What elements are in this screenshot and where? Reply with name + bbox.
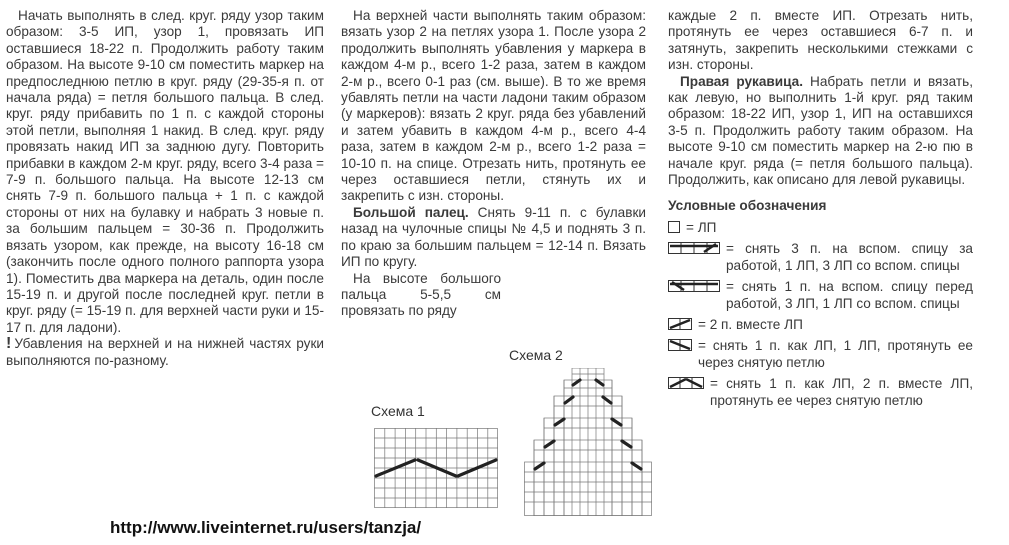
- scheme-2-label: Схема 2: [509, 347, 563, 363]
- thumb-title: Большой палец.: [353, 204, 469, 220]
- scheme-1-chart: [374, 428, 498, 508]
- footer-url[interactable]: http://www.liveinternet.ru/users/tanzja/: [110, 518, 422, 537]
- legend-title: Условные обозначения: [668, 198, 827, 214]
- legend-item: [668, 338, 973, 371]
- exclamation-icon: !: [6, 335, 12, 353]
- note-text: Убавления на верхней и на нижней частях руки выполняются по-разному.: [6, 336, 324, 368]
- legend-item-text: = ЛП: [686, 219, 717, 235]
- legend-item-text: = снять 1 п. как ЛП, 1 ЛП, протянуть ее через снятую петлю: [698, 338, 973, 370]
- cable-3-back-icon: [668, 242, 720, 254]
- thumb-text: Снять 9-11 п. с булавки назад на чулочные спицы № 4,5 и поднять 3 п. по краю за большим пальцем = 12-14 п. Вязать ИП по кругу.: [341, 204, 646, 270]
- legend-item: [668, 241, 973, 274]
- column-3-paragraph: каждые 2 п. вместе ИП. Отрезать нить, протянуть ее через оставшиеся 6-7 п. и затянуть, закрепить несколькими стежками с изн. стороны.: [668, 8, 973, 73]
- thumb-continue-paragraph: На высоте большого пальца 5-5,5 см провязать по ряду: [341, 270, 501, 319]
- column-2: [341, 8, 646, 320]
- column-1: [6, 8, 324, 369]
- right-mitten-paragraph: [668, 74, 973, 189]
- legend-item-text: = снять 1 п. как ЛП, 2 п. вместе ЛП, протянуть ее через снятую петлю: [710, 376, 973, 408]
- column-1-note: [6, 336, 324, 369]
- legend-item-text: = снять 3 п. на вспом. спицу за работой, 1 ЛП, 3 ЛП со вспом. спицы: [726, 241, 973, 273]
- legend-item: [668, 220, 973, 236]
- k2tog-icon: [668, 318, 692, 330]
- sk2p-icon: [668, 377, 704, 389]
- column-2-paragraph: На верхней части выполнять таким образом: вязать узор 2 на петлях узора 1. После узора 2 продолжить выполнять убавления у маркера в каждом 4-м р., всего 1-2 раза, затем в каждом 2-м р., всего 0-1 раз (см. выше). В то же время убавлять петли на части ладони таким образом (у маркеров): вязать 2 круг. ряда без убавлений и затем убавить в каждом 4-м р., всего 4-4 раза, затем в каждом 2-м р., всего 1-2 раза = 10-10 п. на спице. Отрезать нить, протянуть ее через оставшиеся петли, стянуть их и закрепить с изн. стороны.: [341, 8, 646, 204]
- cable-1-front-icon: [668, 280, 720, 292]
- column-1-paragraph: Начать выполнять в след. круг. ряду узор таким образом: 3-5 ИП, узор 1, провязать ИП оставшиеся 18-22 п. Продолжить работу таким образом. На высоте 9-10 см поместить маркер на предпоследнюю петлю в круг. ряду (29-35-я п. от начала ряда) = петля большого пальца. В след. круг. ряду прибавить по 1 п. с каждой стороны этой петли, выполняя 1 накид. В след. круг. ряду провязать накид ИП за заднюю дугу. Повторить прибавки в каждом 2-м круг. ряду, всего 3-4 раза = 7-9 п. большого пальца. На высоте 12-13 см снять 7-9 п. большого пальца + 1 п. с каждой стороны от них на булавку и набрать 3 новые п. за большим пальцем = 30-36 п. Продолжить вязать узором, как прежде, на высоту 16-18 см (закончить после одного полного раппорта узора 1). Поместить два маркера на деталь, один после 15-19 п. и другой после последней круг. петли в круг. ряду (= 15-19 п. для верхней части руки и 15-17 п. для ладони).: [6, 8, 324, 335]
- right-mitten-text: Набрать петли и вязать, как левую, но выполнить 1-й круг. ряд таким образом: 18-22 ИП, узор 1, ИП на оставшихся 3-5 п. Продолжить работу таким образом. На высоте 9-10 см поместить маркер на 2-ю пю в начале круг. ряда (= петля большого пальца). Продолжить, как описано для левой рукавицы.: [668, 73, 973, 188]
- legend-item: [668, 376, 973, 409]
- empty-square-icon: [668, 221, 680, 233]
- legend-item-text: = 2 п. вместе ЛП: [698, 316, 803, 332]
- right-mitten-title: Правая рукавица.: [680, 73, 803, 89]
- legend-item: [668, 279, 973, 312]
- scheme-2-chart: [524, 368, 652, 516]
- ssk-icon: [668, 339, 692, 351]
- scheme-1-label: Схема 1: [371, 403, 425, 419]
- legend-item: [668, 317, 973, 333]
- thumb-paragraph: [341, 205, 646, 271]
- legend-item-text: = снять 1 п. на вспом. спицу перед работой, 3 ЛП, 1 ЛП со вспом. спицы: [726, 279, 973, 311]
- column-3: [668, 8, 973, 409]
